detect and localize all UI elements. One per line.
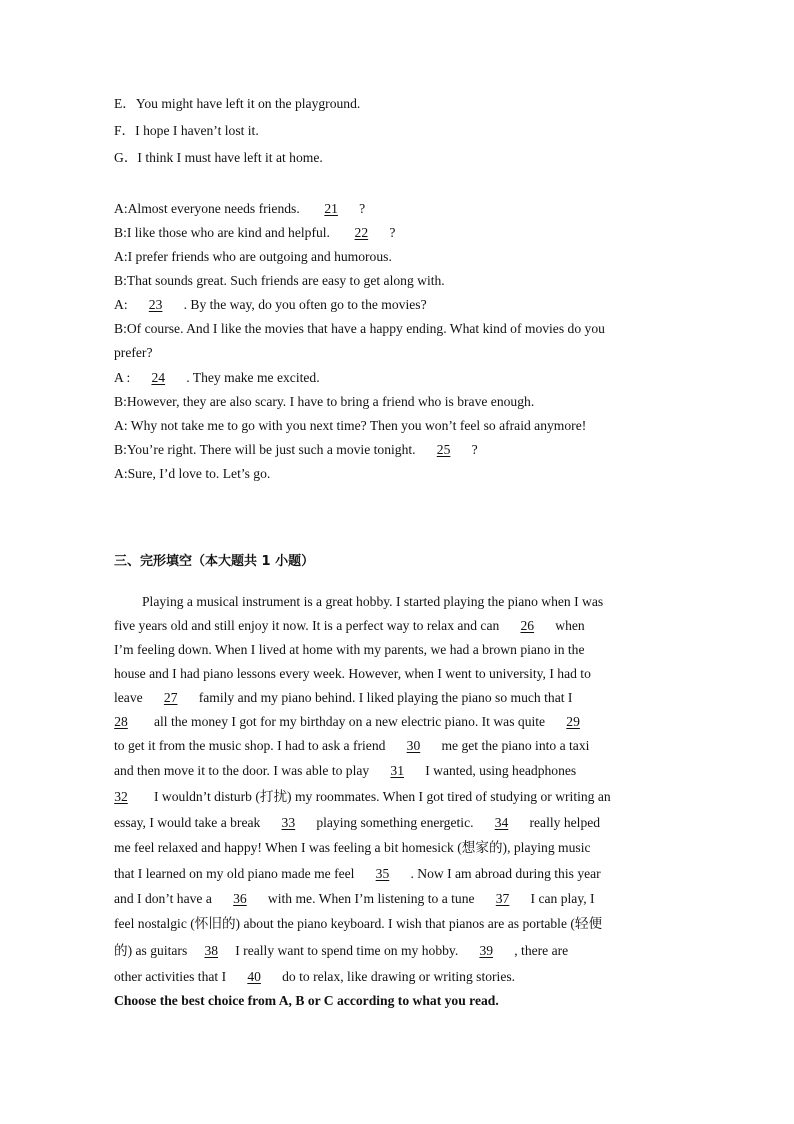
blank-29[interactable]: 29 xyxy=(566,714,580,729)
passage-text: other activities that I xyxy=(114,969,227,984)
passage-text: essay, I would take a break xyxy=(114,815,261,830)
passage-line-15 xyxy=(114,943,568,959)
blank-39[interactable]: 39 xyxy=(479,943,494,958)
blank-22[interactable]: 22 xyxy=(354,225,369,240)
passage-line-11: me feel relaxed and happy! When I was feeling a bit homesick (想家的), playing music xyxy=(114,840,591,855)
passage-text: that I learned on my old piano made me feel xyxy=(114,866,355,881)
blank-26[interactable]: 26 xyxy=(520,618,535,633)
passage-line-9 xyxy=(114,789,611,805)
blank-40[interactable]: 40 xyxy=(247,969,261,984)
section-heading: 三、完形填空（本大题共 1 小题） xyxy=(114,554,315,569)
dialogue-text: A : xyxy=(114,370,131,385)
blank-24[interactable]: 24 xyxy=(151,370,166,385)
dialogue-text: . By the way, do you often go to the movies? xyxy=(183,297,427,312)
blank-23[interactable]: 23 xyxy=(148,297,163,312)
dialogue-text: A:Almost everyone needs friends. xyxy=(114,201,304,216)
dialogue-text: ? xyxy=(389,225,396,240)
dialogue-line-7: prefer? xyxy=(114,345,153,360)
blank-30[interactable]: 30 xyxy=(406,738,421,753)
passage-text: and then move it to the door. I was able to play xyxy=(114,763,370,778)
passage-text: really helped xyxy=(529,815,601,830)
option-e: E．You might have left it on the playground. xyxy=(114,96,361,111)
passage-line-12 xyxy=(114,866,601,882)
passage-text: when xyxy=(555,618,585,633)
passage-text: do to relax, like drawing or writing stories. xyxy=(282,969,516,984)
dialogue-line-3: A:I prefer friends who are outgoing and humorous. xyxy=(114,249,392,264)
passage-line-4: house and I had piano lessons every week. However, when I went to university, I had to xyxy=(114,666,591,681)
dialogue-line-9: B:However, they are also scary. I have to bring a friend who is brave enough. xyxy=(114,394,535,409)
dialogue-line-11 xyxy=(114,442,478,458)
passage-text: I wouldn’t disturb (打扰) my roommates. When I got tired of studying or writing an xyxy=(154,789,611,804)
blank-37[interactable]: 37 xyxy=(495,891,510,906)
passage-text: all the money I got for my birthday on a new electric piano. It was quite xyxy=(154,714,546,729)
blank-35[interactable]: 35 xyxy=(375,866,390,881)
blank-31[interactable]: 31 xyxy=(390,763,404,778)
passage-line-6 xyxy=(114,714,601,730)
passage-line-7 xyxy=(114,738,589,754)
passage-text: leave xyxy=(114,690,143,705)
passage-text: family and my piano behind. I liked playing the piano so much that I xyxy=(198,690,573,705)
dialogue-text: B:You’re right. There will be just such a movie tonight. xyxy=(114,442,416,457)
passage-line-14: feel nostalgic (怀旧的) about the piano keyboard. I wish that pianos are as portable (轻便 xyxy=(114,916,603,931)
passage-text: 的) as guitars xyxy=(114,943,188,958)
dialogue-line-12: A:Sure, I’d love to. Let’s go. xyxy=(114,466,271,481)
dialogue-text: . They make me excited. xyxy=(186,370,320,385)
passage-line-2 xyxy=(114,618,585,634)
dialogue-line-6: B:Of course. And I like the movies that have a happy ending. What kind of movies do you xyxy=(114,321,605,336)
option-g: G．I think I must have left it at home. xyxy=(114,150,323,165)
passage-text: I can play, I xyxy=(530,891,595,906)
passage-line-1: Playing a musical instrument is a great hobby. I started playing the piano when I was xyxy=(142,594,604,609)
blank-25[interactable]: 25 xyxy=(436,442,451,457)
blank-21[interactable]: 21 xyxy=(324,201,338,216)
passage-text: and I don’t have a xyxy=(114,891,212,906)
blank-27[interactable]: 27 xyxy=(163,690,178,705)
blank-36[interactable]: 36 xyxy=(233,891,247,906)
dialogue-line-8 xyxy=(114,370,320,386)
instruction-text: Choose the best choice from A, B or C according to what you read. xyxy=(114,993,499,1008)
passage-text: , there are xyxy=(514,943,569,958)
blank-34[interactable]: 34 xyxy=(494,815,509,830)
passage-line-10 xyxy=(114,815,600,831)
dialogue-line-2 xyxy=(114,225,395,241)
dialogue-line-1 xyxy=(114,201,365,217)
blank-32[interactable]: 32 xyxy=(114,789,128,804)
dialogue-text: ? xyxy=(359,201,366,216)
blank-33[interactable]: 33 xyxy=(281,815,296,830)
dialogue-line-4: B:That sounds great. Such friends are easy to get along with. xyxy=(114,273,445,288)
blank-28[interactable]: 28 xyxy=(114,714,128,729)
passage-line-13 xyxy=(114,891,595,907)
passage-text: I wanted, using headphones xyxy=(425,763,577,778)
passage-text: . Now I am abroad during this year xyxy=(410,866,601,881)
passage-line-16 xyxy=(114,969,515,985)
passage-text: to get it from the music shop. I had to ask a friend xyxy=(114,738,386,753)
passage-line-3: I’m feeling down. When I lived at home with my parents, we had a brown piano in the xyxy=(114,642,585,657)
dialogue-line-10: A: Why not take me to go with you next time? Then you won’t feel so afraid anymore! xyxy=(114,418,587,433)
dialogue-text: A: xyxy=(114,297,128,312)
option-f: F．I hope I haven’t lost it. xyxy=(114,123,259,138)
dialogue-text: ? xyxy=(471,442,478,457)
blank-38[interactable]: 38 xyxy=(204,943,219,958)
passage-text: me get the piano into a taxi xyxy=(441,738,590,753)
passage-text: I really want to spend time on my hobby. xyxy=(235,943,459,958)
passage-text: five years old and still enjoy it now. It is a perfect way to relax and can xyxy=(114,618,500,633)
passage-text: with me. When I’m listening to a tune xyxy=(267,891,475,906)
dialogue-line-5 xyxy=(114,297,427,313)
passage-line-5 xyxy=(114,690,596,706)
dialogue-text: B:I like those who are kind and helpful. xyxy=(114,225,334,240)
passage-text: playing something energetic. xyxy=(316,815,474,830)
passage-line-8 xyxy=(114,763,600,779)
